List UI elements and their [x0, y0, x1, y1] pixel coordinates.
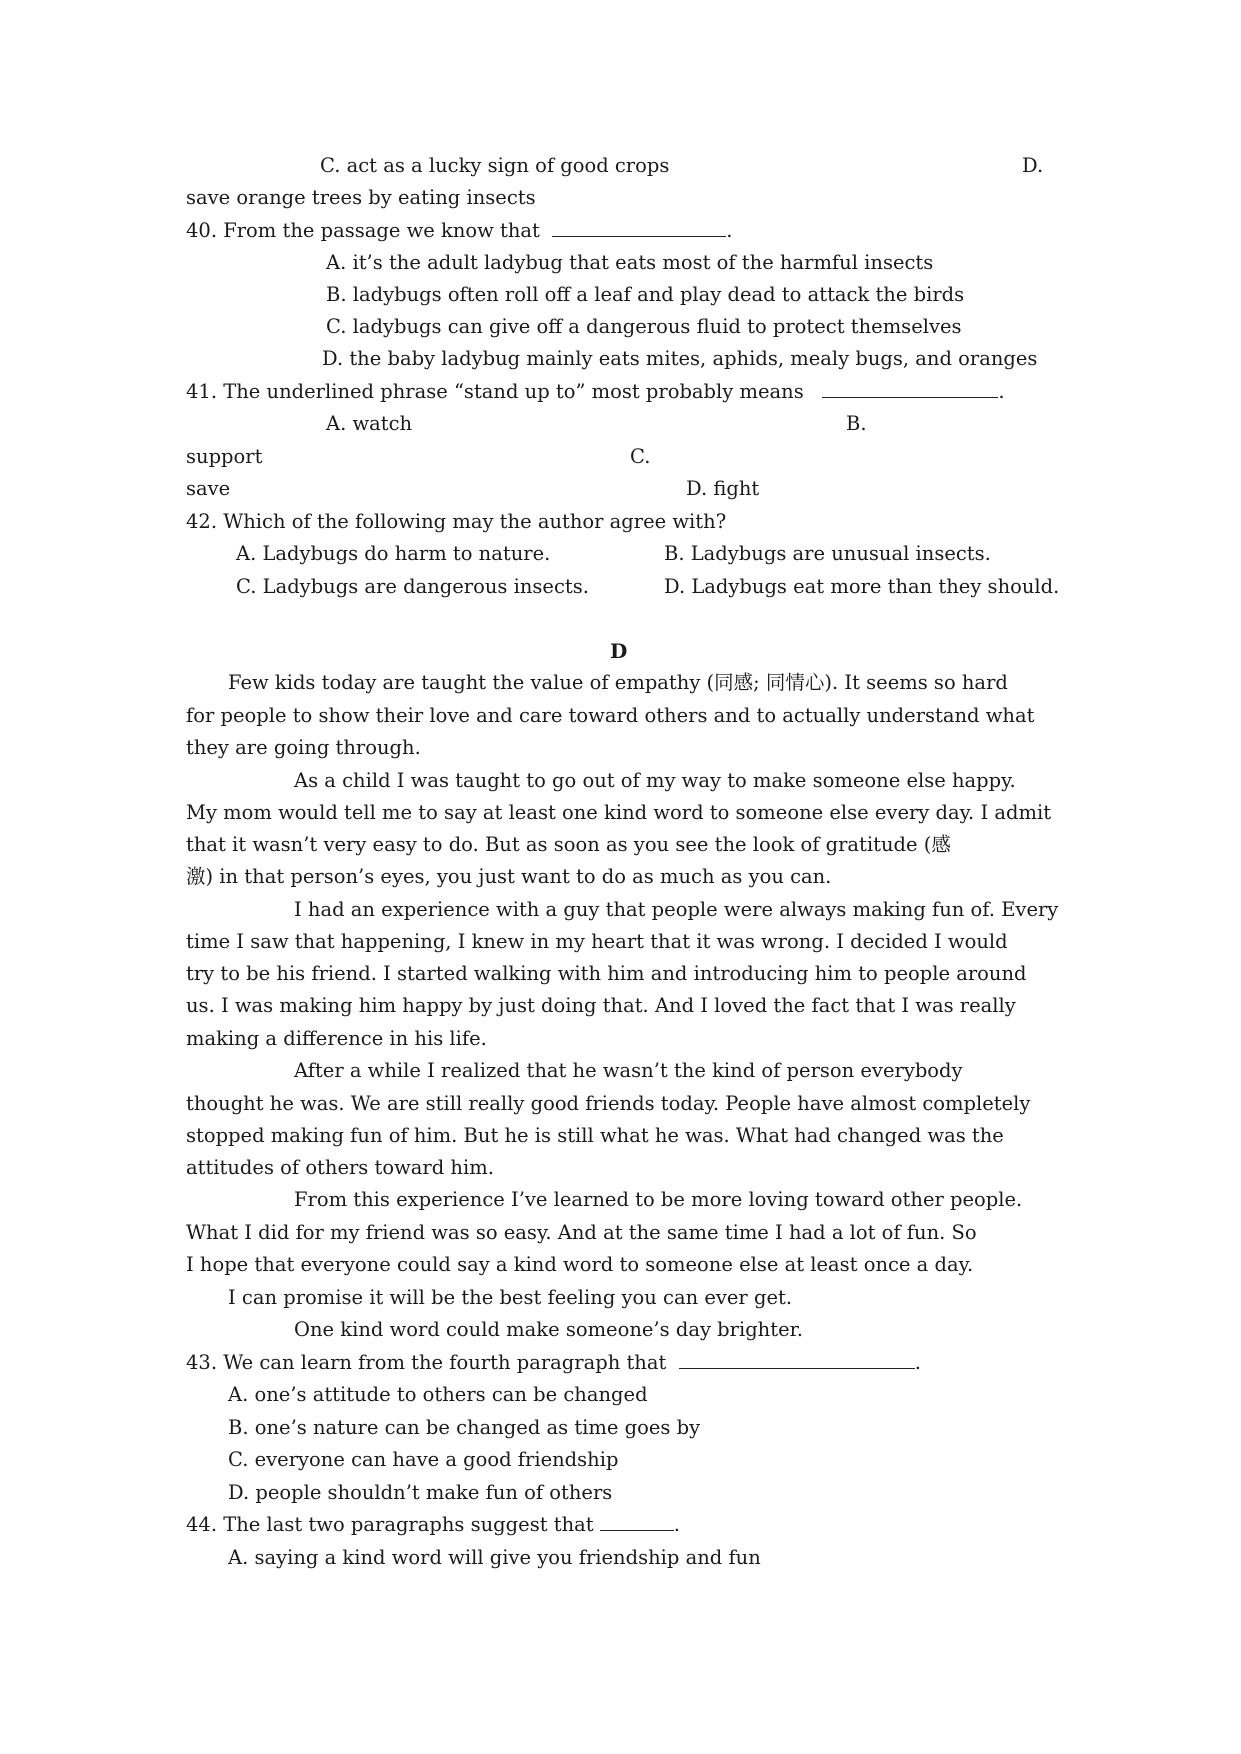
passage-line: I had an experience with a guy that people were always making fun of. Every — [294, 898, 1059, 921]
passage-line: I can promise it will be the best feeling you can ever get. — [228, 1286, 793, 1309]
passage-line: From this experience I’ve learned to be more loving toward other people. — [294, 1188, 1023, 1211]
q43-option-c: C. everyone can have a good friendship — [228, 1448, 619, 1471]
q41-option-c-letter: C. — [630, 445, 651, 468]
q43-stem-end: . — [914, 1351, 921, 1374]
q39-option-d-text: save orange trees by eating insects — [186, 186, 536, 209]
q42-stem: 42. Which of the following may the author agree with? — [186, 510, 727, 533]
q42-option-b: B. Ladybugs are unusual insects. — [664, 542, 991, 565]
passage-line: After a while I realized that he wasn’t the kind of person everybody — [294, 1059, 963, 1082]
q40-option-c: C. ladybugs can give off a dangerous fluid to protect themselves — [326, 315, 962, 338]
q40-option-b: B. ladybugs often roll off a leaf and play dead to attack the birds — [326, 283, 965, 306]
passage-line: As a child I was taught to go out of my way to make someone else happy. — [294, 769, 1016, 792]
passage-line: thought he was. We are still really good friends today. People have almost completely — [186, 1092, 1031, 1115]
passage-line: stopped making fun of him. But he is still what he was. What had changed was the — [186, 1124, 1004, 1147]
passage-line: time I saw that happening, I knew in my heart that it was wrong. I decided I would — [186, 930, 1008, 953]
passage-line: they are going through. — [186, 736, 421, 759]
q41-stem-end: . — [998, 380, 1005, 403]
q41-option-d: D. fight — [686, 477, 760, 500]
q44-stem-text: 44. The last two paragraphs suggest that — [186, 1513, 594, 1536]
passage-line: us. I was making him happy by just doing that. And I loved the fact that I was really — [186, 994, 1016, 1017]
passage-line: Few kids today are taught the value of empathy (同感; 同情心). It seems so hard — [228, 671, 1008, 694]
q39-option-d-letter: D. — [1022, 154, 1044, 177]
answer-blank — [822, 379, 998, 398]
q40-option-a: A. it’s the adult ladybug that eats most of the harmful insects — [326, 251, 934, 274]
passage-line: for people to show their love and care toward others and to actually understand what — [186, 704, 1035, 727]
q41-stem — [186, 379, 1005, 405]
passage-line: I hope that everyone could say a kind word to someone else at least once a day. — [186, 1253, 974, 1276]
q41-option-b-letter: B. — [846, 412, 867, 435]
q42-option-c: C. Ladybugs are dangerous insects. — [236, 575, 589, 598]
passage-line: making a difference in his life. — [186, 1027, 487, 1050]
q40-stem — [186, 218, 733, 244]
passage-line: One kind word could make someone’s day brighter. — [294, 1318, 803, 1341]
q40-stem-end: . — [726, 219, 733, 242]
q41-option-a: A. watch — [326, 412, 413, 435]
q43-option-a: A. one’s attitude to others can be changed — [228, 1383, 648, 1406]
answer-blank — [600, 1512, 674, 1531]
q40-option-d: D. the baby ladybug mainly eats mites, aphids, mealy bugs, and oranges — [322, 347, 1038, 370]
passage-heading: D — [610, 639, 628, 663]
q43-option-d: D. people shouldn’t make fun of others — [228, 1481, 613, 1504]
q44-stem — [186, 1512, 680, 1538]
passage-line: that it wasn’t very easy to do. But as soon as you see the look of gratitude (感 — [186, 833, 951, 856]
q43-option-b: B. one’s nature can be changed as time goes by — [228, 1416, 701, 1439]
answer-blank — [679, 1350, 915, 1369]
q41-option-b-text: support — [186, 445, 263, 468]
passage-line: 激) in that person’s eyes, you just want to do as much as you can. — [186, 865, 832, 888]
answer-blank — [552, 218, 726, 237]
passage-line: My mom would tell me to say at least one kind word to someone else every day. I admit — [186, 801, 1052, 824]
q39-option-c: C. act as a lucky sign of good crops — [320, 154, 670, 177]
q40-stem-text: 40. From the passage we know that — [186, 219, 540, 242]
passage-line: What I did for my friend was so easy. And at the same time I had a lot of fun. So — [186, 1221, 977, 1244]
q44-option-a: A. saying a kind word will give you friendship and fun — [228, 1546, 761, 1569]
q41-stem-text: 41. The underlined phrase “stand up to” most probably means — [186, 380, 804, 403]
q43-stem-text: 43. We can learn from the fourth paragraph that — [186, 1351, 667, 1374]
q42-option-d: D. Ladybugs eat more than they should. — [664, 575, 1060, 598]
passage-line: try to be his friend. I started walking with him and introducing him to people around — [186, 962, 1027, 985]
q43-stem — [186, 1350, 921, 1376]
q44-stem-end: . — [673, 1513, 680, 1536]
q42-option-a: A. Ladybugs do harm to nature. — [236, 542, 551, 565]
passage-line: attitudes of others toward him. — [186, 1156, 494, 1179]
q41-option-c-text: save — [186, 477, 231, 500]
